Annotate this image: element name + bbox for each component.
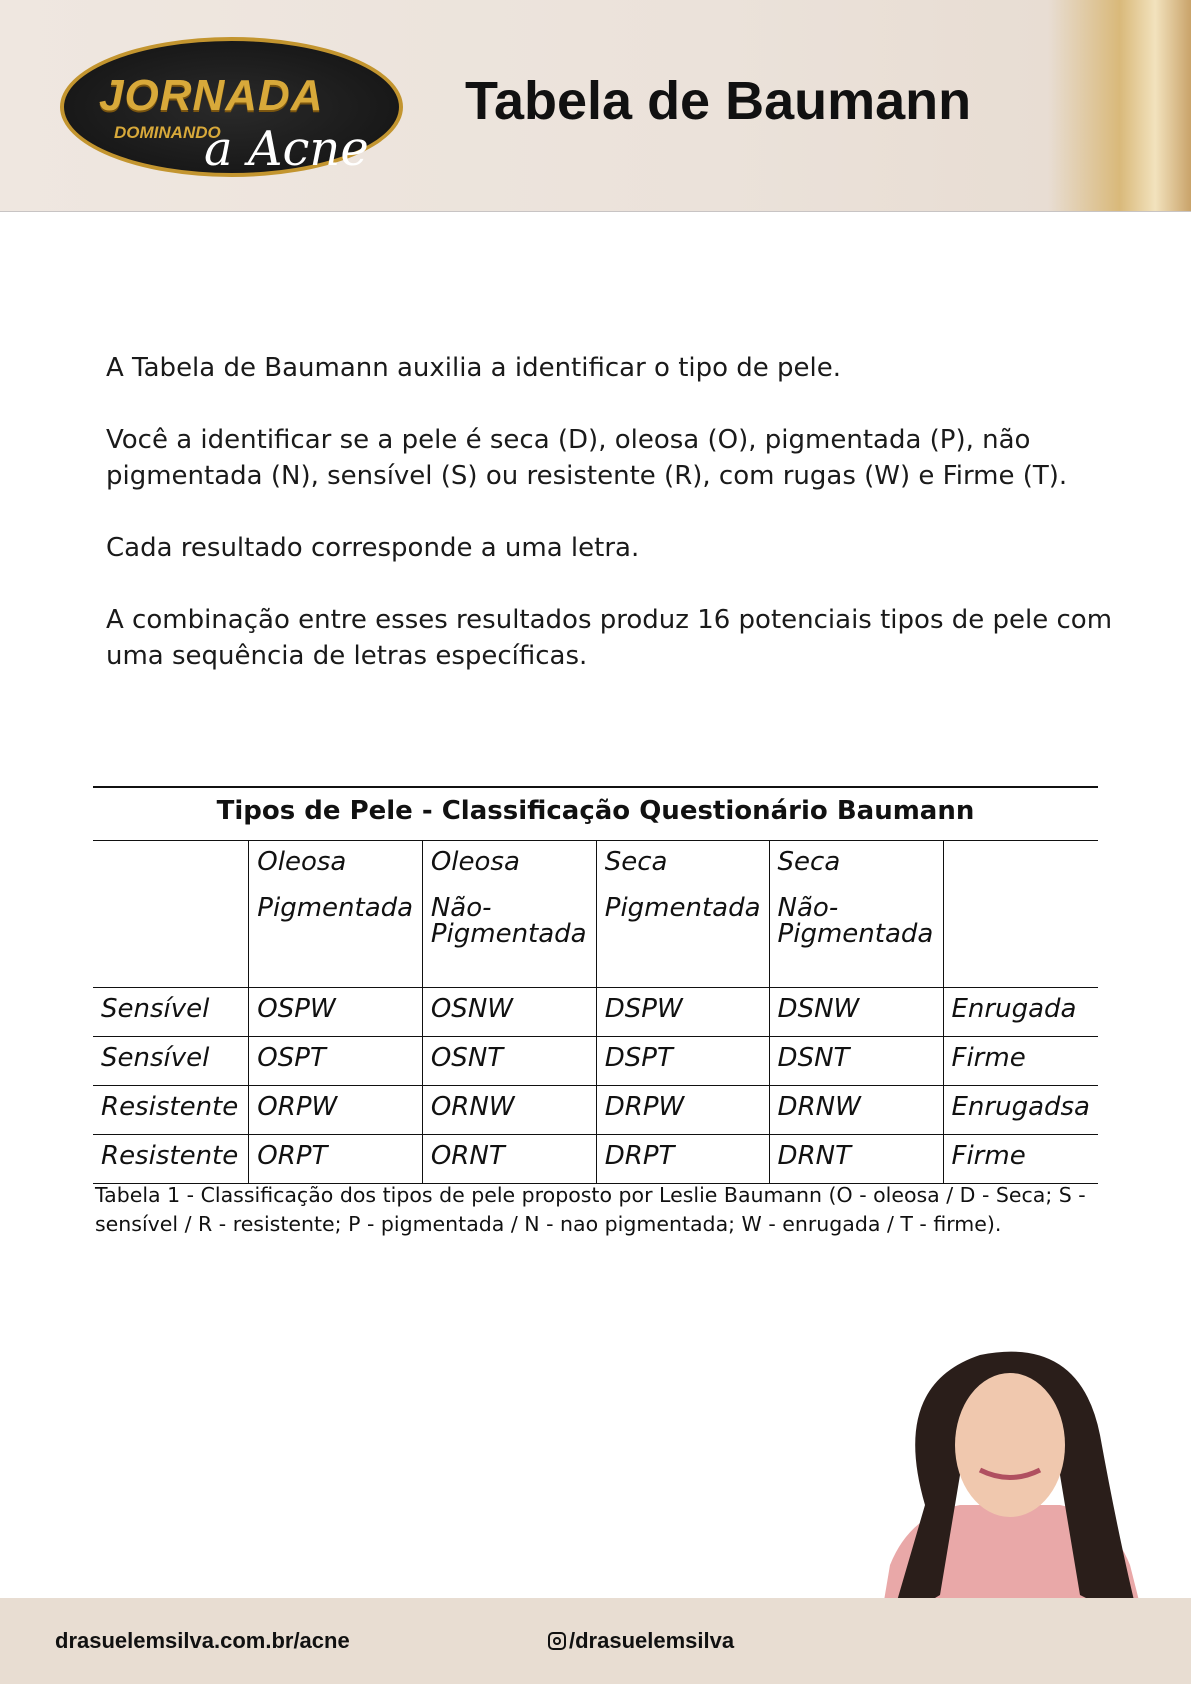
column-header: Seca Não-Pigmentada — [769, 841, 943, 988]
row-suffix: Firme — [943, 1135, 1098, 1184]
instagram-handle: /drasuelemsilva — [569, 1628, 735, 1653]
empty-cell — [93, 841, 249, 988]
header-banner — [0, 0, 1191, 212]
skin-type-code: DSPW — [596, 988, 769, 1037]
skin-type-code: DSNT — [769, 1037, 943, 1086]
table-row — [93, 1086, 1098, 1135]
skin-type-code: DRNT — [769, 1135, 943, 1184]
table-row — [93, 988, 1098, 1037]
instagram-link[interactable] — [548, 1628, 734, 1654]
baumann-table — [93, 786, 1098, 1184]
table-caption: Tabela 1 - Classificação dos tipos de pele proposto por Leslie Baumann (O - oleosa / D - Seca; S - sensível / R - resistente; P - pigmentada / N - nao pigmentada; W - enrugada / T - firme). — [95, 1183, 1086, 1236]
table-title: Tipos de Pele - Classificação Questionário Baumann — [93, 787, 1098, 841]
paragraph: A Tabela de Baumann auxilia a identificar o tipo de pele. — [106, 353, 842, 383]
column-header: Oleosa Não-Pigmentada — [422, 841, 596, 988]
logo-text: a Acne — [204, 121, 369, 177]
skin-type-code: ORNW — [422, 1086, 596, 1135]
column-header: Oleosa Pigmentada — [249, 841, 423, 988]
page-title: Tabela de Baumann — [465, 71, 972, 131]
skin-type-code: DRNW — [769, 1086, 943, 1135]
table-row — [93, 1135, 1098, 1184]
row-label: Resistente — [93, 1135, 249, 1184]
website-link[interactable]: drasuelemsilva.com.br/acne — [55, 1628, 350, 1653]
logo-text: JORNADA — [99, 71, 324, 120]
skin-type-code: ORPW — [249, 1086, 423, 1135]
skin-type-code: DRPW — [596, 1086, 769, 1135]
row-suffix: Enrugadsa — [943, 1086, 1098, 1135]
instagram-icon — [548, 1632, 566, 1650]
skin-type-code: OSNW — [422, 988, 596, 1037]
row-suffix: Enrugada — [943, 988, 1098, 1037]
skin-type-code: DRPT — [596, 1135, 769, 1184]
row-label: Sensível — [93, 988, 249, 1037]
column-header: Seca Pigmentada — [596, 841, 769, 988]
skin-type-code: ORPT — [249, 1135, 423, 1184]
row-suffix: Firme — [943, 1037, 1098, 1086]
empty-cell — [943, 841, 1098, 988]
table-row — [93, 1037, 1098, 1086]
row-label: Sensível — [93, 1037, 249, 1086]
skin-type-code: DSPT — [596, 1037, 769, 1086]
skin-type-code: OSNT — [422, 1037, 596, 1086]
paragraph: Você a identificar se a pele é seca (D), oleosa (O), pigmentada (P), não pigmentada (N), sensível (S) ou resistente (R), com rugas (W) e Firme (T). — [106, 425, 1068, 491]
skin-type-code: ORNT — [422, 1135, 596, 1184]
footer — [0, 1598, 1191, 1684]
skin-type-code: OSPT — [249, 1037, 423, 1086]
row-label: Resistente — [93, 1086, 249, 1135]
table-header-row — [93, 841, 1098, 988]
paragraph: A combinação entre esses resultados produz 16 potenciais tipos de pele com uma sequência de letras específicas. — [106, 605, 1113, 671]
jornada-logo — [60, 37, 403, 177]
paragraph: Cada resultado corresponde a uma letra. — [106, 533, 640, 563]
skin-type-code: OSPW — [249, 988, 423, 1037]
logo-text: DOMINANDO — [114, 123, 221, 142]
skin-type-code: DSNW — [769, 988, 943, 1037]
intro-text — [106, 350, 1126, 710]
